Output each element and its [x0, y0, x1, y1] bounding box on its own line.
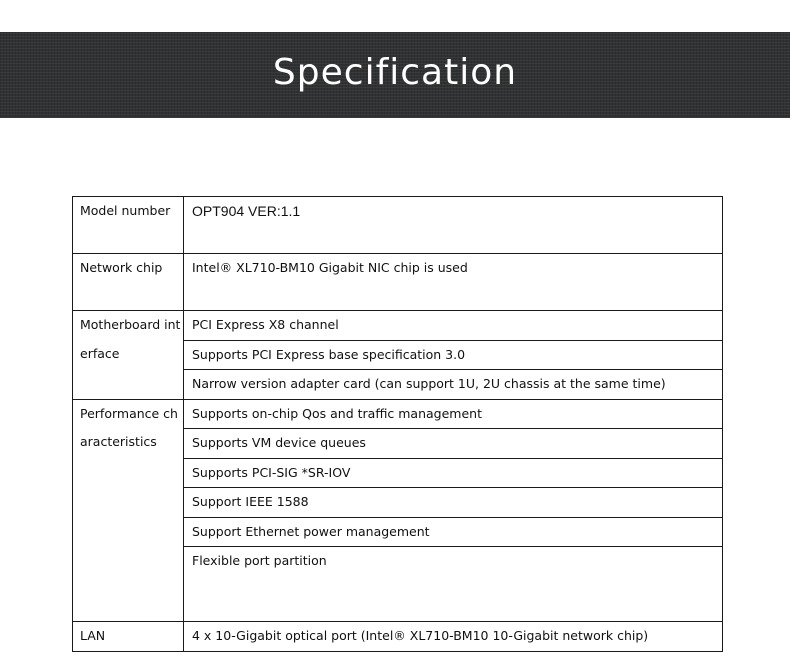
model-number-label: Model number: [73, 197, 184, 254]
performance-value: Flexible port partition: [184, 547, 723, 622]
header-banner: [0, 32, 790, 118]
specification-table: [72, 196, 723, 652]
table-row-motherboard: [73, 311, 723, 341]
performance-value: Supports PCI-SIG *SR-IOV: [184, 458, 723, 488]
table-row-performance: [73, 399, 723, 429]
table-row-network-chip: [73, 254, 723, 311]
motherboard-interface-value: Narrow version adapter card (can support 1U, 2U chassis at the same time): [184, 370, 723, 400]
motherboard-interface-label: Motherboard interface: [73, 311, 184, 400]
performance-label: Performance characteristics: [73, 399, 184, 622]
performance-value: Supports VM device queues: [184, 429, 723, 459]
network-chip-value: Intel® XL710-BM10 Gigabit NIC chip is used: [184, 254, 723, 311]
page-title: Specification: [272, 52, 518, 93]
motherboard-interface-value: PCI Express X8 channel: [184, 311, 723, 341]
performance-value: Support Ethernet power management: [184, 517, 723, 547]
performance-value: Supports on-chip Qos and traffic management: [184, 399, 723, 429]
table-row-lan: [73, 622, 723, 652]
performance-value: Support IEEE 1588: [184, 488, 723, 518]
motherboard-interface-value: Supports PCI Express base specification 3.0: [184, 340, 723, 370]
network-chip-label: Network chip: [73, 254, 184, 311]
lan-label: LAN: [73, 622, 184, 652]
model-number-value: OPT904 VER:1.1: [184, 197, 723, 254]
table-row-model: [73, 197, 723, 254]
lan-value: 4 x 10-Gigabit optical port (Intel® XL710-BM10 10-Gigabit network chip): [184, 622, 723, 652]
